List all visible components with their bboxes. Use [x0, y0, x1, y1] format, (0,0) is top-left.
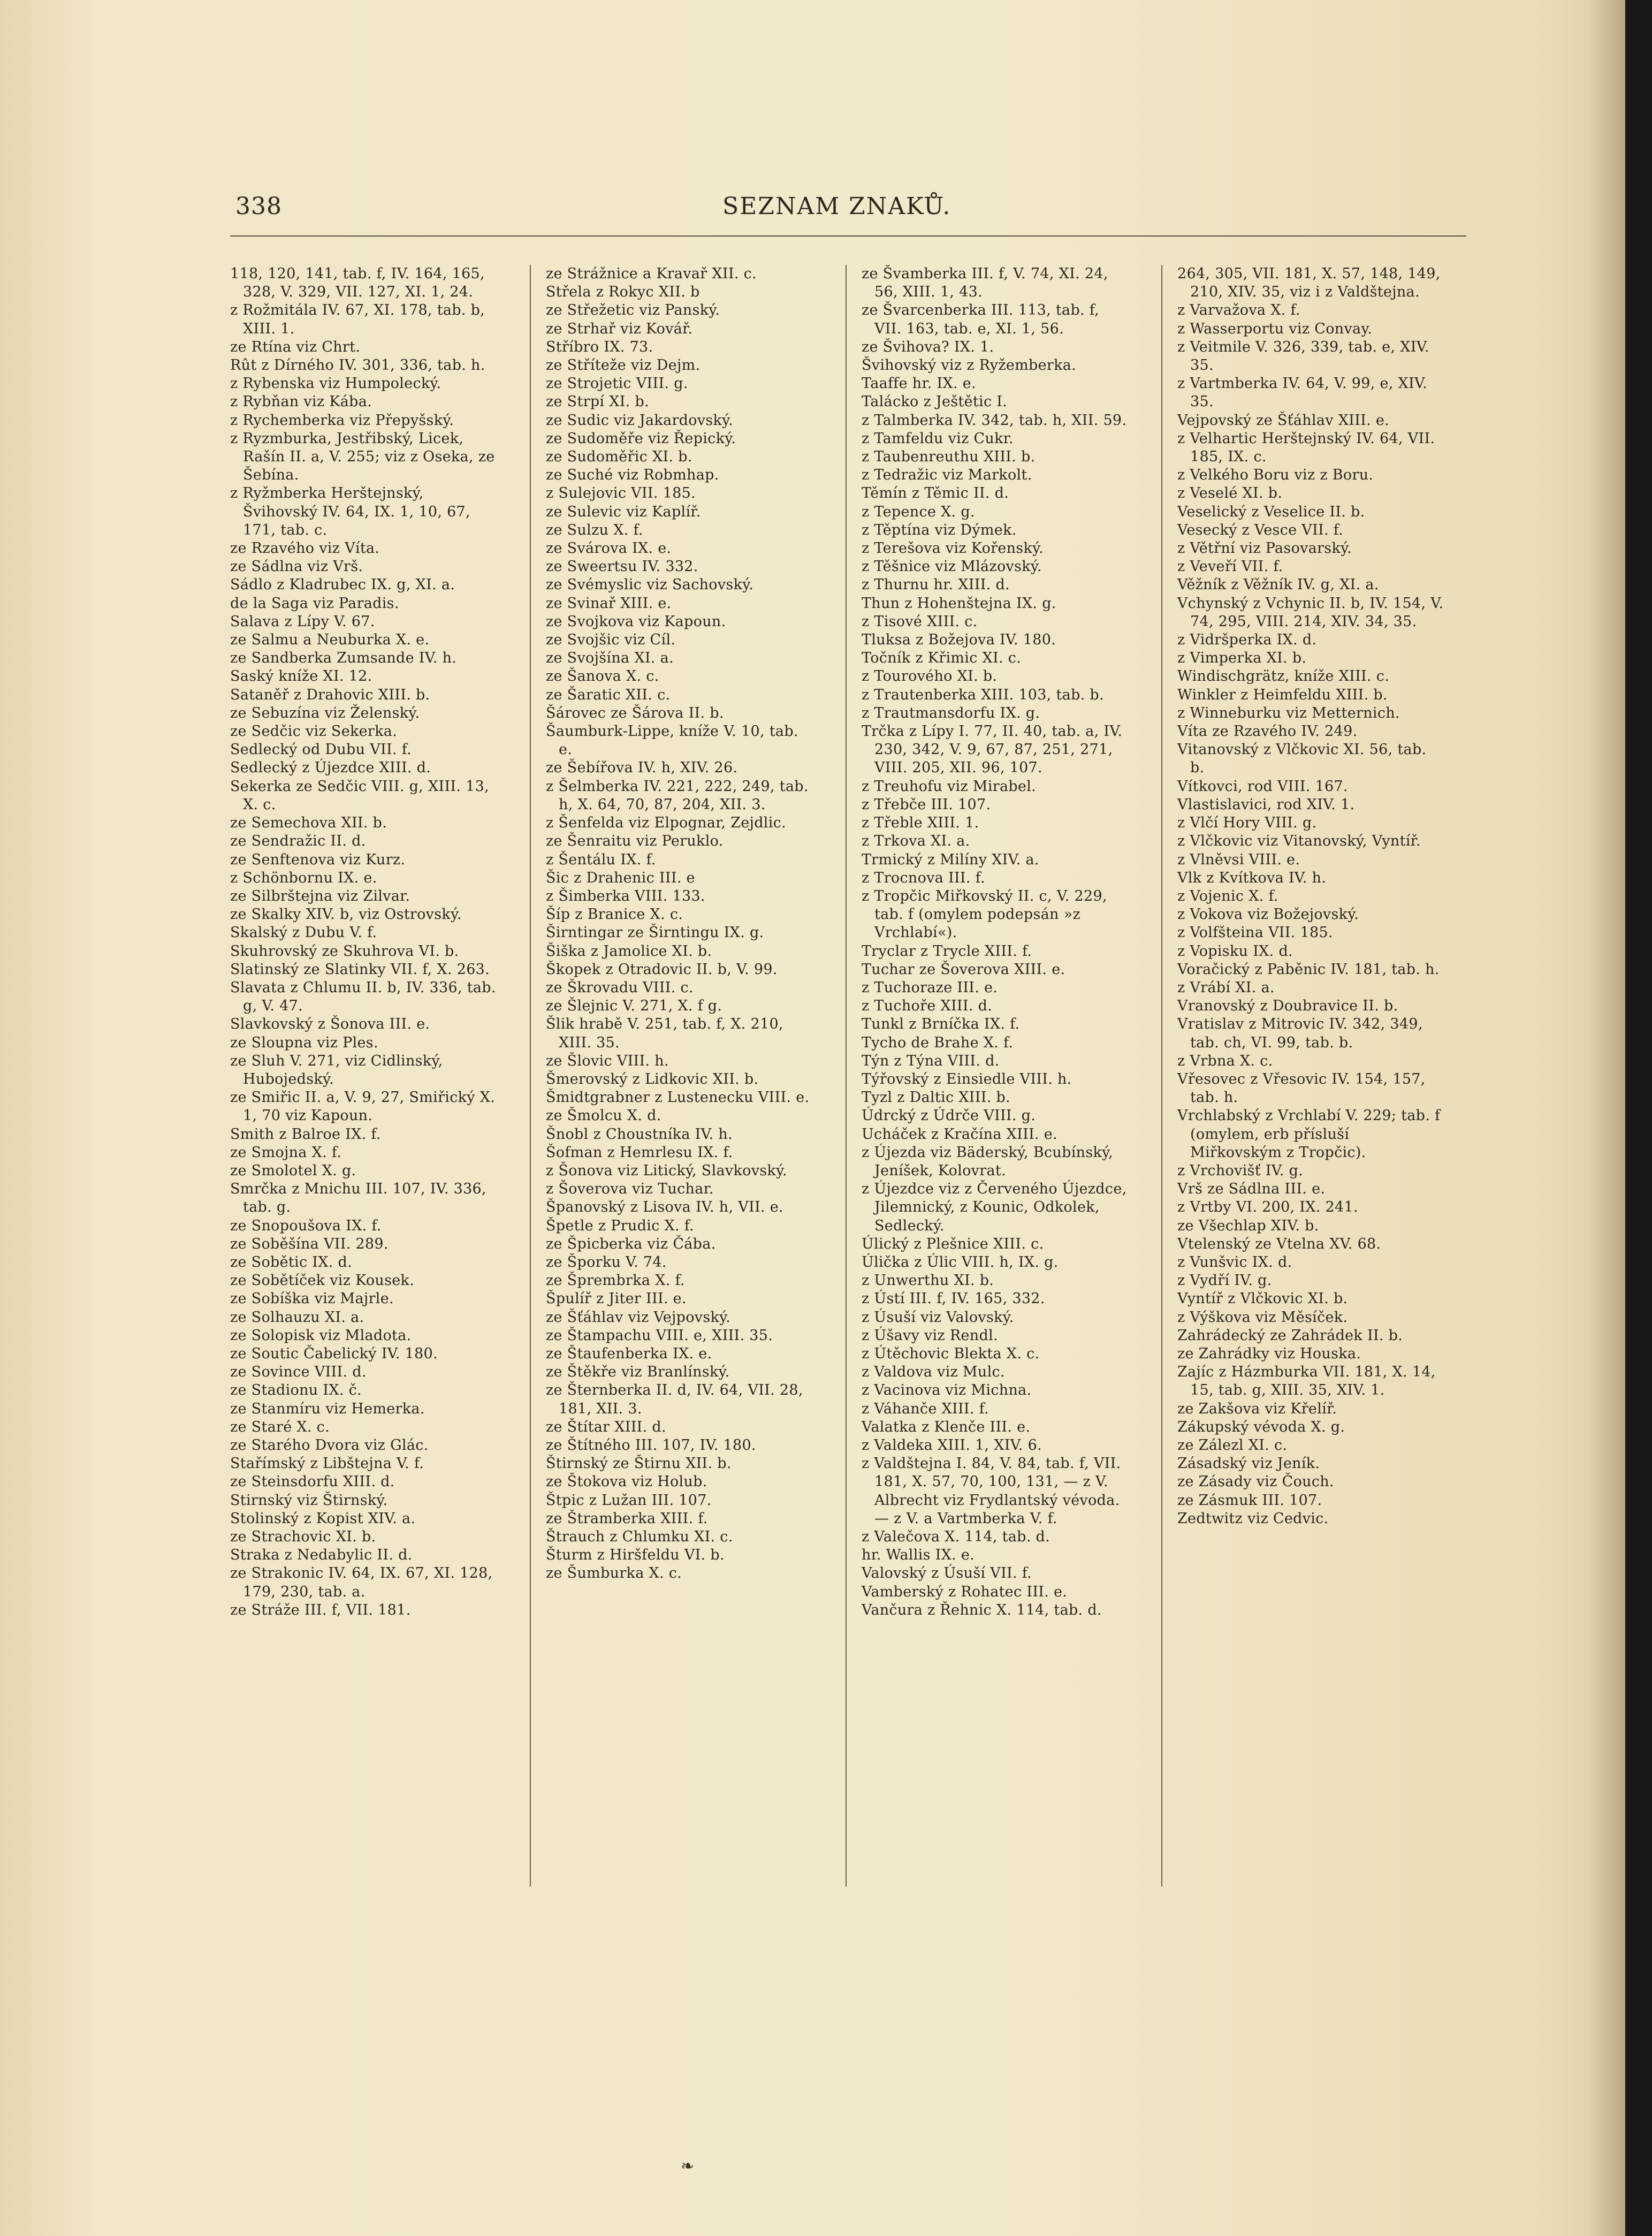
index-entry: Tluksa z Božejova IV. 180.	[862, 632, 1056, 649]
index-entry: ze Sobětíček viz Kousek.	[230, 1272, 415, 1289]
index-entry: ze Špicberka viz Čába.	[546, 1235, 716, 1252]
index-entry: ze Sweertsu IV. 332.	[546, 558, 698, 575]
index-entry: z Tedražic viz Markolt.	[862, 467, 1032, 484]
index-entry: ze Smiřic II. a, V. 9, 27, Smiřický X. 1, 70 viz Kapoun.	[230, 1089, 496, 1124]
index-entry: ze Zásady viz Čouch.	[1177, 1473, 1334, 1490]
index-entry: ze Solhauzu XI. a.	[230, 1309, 364, 1326]
index-entry: Slatinský ze Slatinky VII. f, X. 263.	[230, 961, 490, 978]
index-entry: z Vrbna X. c.	[1177, 1052, 1273, 1069]
index-entry: z Váhanče XIII. f.	[862, 1400, 989, 1417]
index-entry: z Úsuší viz Valovský.	[862, 1309, 1014, 1326]
index-entry: Vřesovec z Vřesovic IV. 154, 157, tab. h.	[1177, 1070, 1426, 1106]
index-entry: Zásadský viz Jeník.	[1177, 1455, 1320, 1472]
index-entry: z Varvažova X. f.	[1177, 302, 1300, 319]
index-entry: z Tuchoře XIII. d.	[862, 998, 993, 1015]
index-entry: Špulíř z Jiter III. e.	[546, 1290, 687, 1307]
index-entry: ze Šprembrka X. f.	[546, 1272, 685, 1289]
running-head-title: SEZNAM ZNAKŮ.	[722, 193, 951, 220]
footer-ornament: ❧	[681, 2157, 695, 2176]
index-entry: Zákupský vévoda X. g.	[1177, 1418, 1345, 1435]
index-entry: ze Sádlna viz Vrš.	[230, 558, 363, 575]
index-entry: Salava z Lípy V. 67.	[230, 613, 375, 630]
index-entry: z Výškova viz Měsíček.	[1177, 1309, 1348, 1326]
index-entry: Tycho de Brahe X. f.	[862, 1034, 1014, 1051]
index-entry: z Vimperka XI. b.	[1177, 650, 1307, 667]
index-entry: Víta ze Rzavého IV. 249.	[1177, 723, 1358, 740]
index-entry: ze Strpí XI. b.	[546, 393, 649, 410]
index-entry: Zahrádecký ze Zahrádek II. b.	[1177, 1327, 1403, 1344]
index-entry: ze Sendražic II. d.	[230, 833, 366, 850]
index-entry: z Vrábí XI. a.	[1177, 979, 1275, 996]
index-entry: ze Rtína viz Chrt.	[230, 338, 361, 355]
index-entry: ze Sulzu X. f.	[546, 521, 643, 538]
index-entry: ze Starého Dvora viz Glác.	[230, 1437, 429, 1454]
index-entry: ze Švarcenberka III. 113, tab. f, VII. 163, tab. e, XI. 1, 56.	[862, 302, 1100, 337]
index-entry: ze Stříteže viz Dejm.	[546, 357, 701, 374]
index-entry: ze Svémyslic viz Sachovský.	[546, 576, 754, 594]
index-entry: Veselický z Veselice II. b.	[1177, 503, 1365, 520]
index-entry: Vlastislavici, rod XIV. 1.	[1177, 796, 1355, 813]
index-entry: z Talmberka IV. 342, tab. h, XII. 59.	[862, 412, 1127, 429]
index-entry: Úlický z Plešnice XIII. c.	[862, 1235, 1044, 1252]
index-entry: Šaumburk-Lippe, kníže V. 10, tab. e.	[546, 723, 798, 758]
index-entry: z Rychemberka viz Přepyšský.	[230, 412, 454, 429]
index-entry: ze Zálezl XI. c.	[1177, 1437, 1288, 1454]
index-entry: ze Staré X. c.	[230, 1418, 330, 1435]
index-entry: Sedlecký z Újezdce XIII. d.	[230, 759, 431, 777]
index-entry: ze Soutic Čabelický IV. 180.	[230, 1345, 438, 1362]
index-entry: ze Svárova IX. e.	[546, 540, 672, 557]
index-entry: ze Zahrádky viz Houska.	[1177, 1345, 1361, 1362]
index-entry: ze Strachovic XI. b.	[230, 1528, 376, 1546]
index-entry: Šic z Drahenic III. e	[546, 869, 695, 886]
index-entry: ze Strhař viz Kovář.	[546, 320, 693, 337]
index-entry: ze Štramberka XIII. f.	[546, 1510, 708, 1527]
index-entry: z Ryzmburka, Jestřibský, Licek, Rašín II. a, V. 255; viz z Oseka, ze Šebína.	[230, 430, 495, 484]
index-entry: ze Šlejnic V. 271, X. f g.	[546, 998, 722, 1015]
index-entry: ze Suché viz Robmhap.	[546, 467, 719, 484]
index-entry: Štirnský ze Štirnu XII. b.	[546, 1455, 732, 1472]
index-entry: z Vojenic X. f.	[1177, 887, 1278, 904]
index-entry: Šíp z Branice X. c.	[546, 906, 683, 923]
index-entry: ze Sebuzína viz Želenský.	[230, 704, 420, 721]
index-entry: Šiška z Jamolice XI. b.	[546, 942, 712, 960]
index-entry: ze Šmolcu X. d.	[546, 1107, 661, 1124]
index-entry: z Tisové XIII. c.	[862, 613, 978, 630]
index-entry: z Větřní viz Pasovarský.	[1177, 540, 1352, 557]
index-entry: ze Salmu a Neuburka X. e.	[230, 632, 430, 649]
index-entry: Sataněř z Drahovic XIII. b.	[230, 686, 430, 703]
index-entry: z Volfšteina VII. 185.	[1177, 924, 1333, 941]
index-entry: Ucháček z Kračína XIII. e.	[862, 1125, 1057, 1143]
index-entry: Sedlecký od Dubu VII. f.	[230, 741, 412, 758]
index-entry: z Třeble XIII. 1.	[862, 815, 979, 832]
index-entry: z Útěchovic Blekta X. c.	[862, 1345, 1040, 1362]
index-entry: ze Šenraitu viz Peruklo.	[546, 833, 724, 850]
index-entry: z Terešova viz Kořenský.	[862, 540, 1044, 557]
index-entry: ze Stanmíru viz Hemerka.	[230, 1400, 425, 1417]
index-entry: z Šenfelda viz Elpognar, Zejdlic.	[546, 815, 786, 832]
index-entry: Vrš ze Sádlna III. e.	[1177, 1181, 1326, 1198]
index-entry: z Šoverova viz Tuchar.	[546, 1181, 714, 1198]
index-entry: Tuchar ze Šoverova XIII. e.	[862, 961, 1065, 978]
index-entry: Straka z Nedabylic II. d.	[230, 1547, 413, 1564]
index-entry: z Ústí III. f, IV. 165, 332.	[862, 1290, 1045, 1307]
index-entry: Stolinský z Kopist XIV. a.	[230, 1510, 416, 1527]
index-entry: Vesecký z Vesce VII. f.	[1177, 521, 1344, 538]
index-entry: Točník z Křimic XI. c.	[862, 650, 1022, 667]
index-entry: Šturm z Hiršfeldu VI. b.	[546, 1547, 725, 1564]
index-entry: Šlik hrabě V. 251, tab. f, X. 210, XIII. 35.	[546, 1016, 783, 1051]
index-entry: Štrauch z Chlumku XI. c.	[546, 1528, 733, 1546]
index-entry: Španovský z Lisova IV. h, VII. e.	[546, 1199, 783, 1216]
index-entry: z Ryžmberka Herštejnský, Švihovský IV. 64, IX. 1, 10, 67, 171, tab. c.	[230, 485, 470, 538]
index-entry: ze Šumburka X. c.	[546, 1565, 682, 1582]
index-entry: ze Strážnice a Kravař XII. c.	[546, 265, 757, 282]
index-entry: ze Smojna X. f.	[230, 1144, 342, 1161]
index-entry: Týn z Týna VIII. d.	[862, 1052, 1000, 1069]
index-entry: z Vlčí Hory VIII. g.	[1177, 815, 1317, 832]
index-entry: z Wasserportu viz Convay.	[1177, 320, 1373, 337]
index-entry: ze Sudoměřic XI. b.	[546, 448, 692, 466]
index-entry: Trčka z Lípy I. 77, II. 40, tab. a, IV. 230, 342, V. 9, 67, 87, 251, 271, VIII. 205, XII. 96, 107.	[862, 723, 1123, 777]
index-entry: 118, 120, 141, tab. f, IV. 164, 165, 328, V. 329, VII. 127, XI. 1, 24.	[230, 265, 485, 301]
index-entry: Vamberský z Rohatec III. e.	[862, 1583, 1068, 1600]
index-entry: Vranovský z Doubravice II. b.	[1177, 998, 1398, 1015]
index-entry: hr. Wallis IX. e.	[862, 1547, 975, 1564]
index-entry: z Veitmile V. 326, 339, tab. e, XIV. 35.	[1177, 338, 1429, 374]
index-entry: ze Snopoušova IX. f.	[230, 1217, 382, 1234]
index-entry: ze Štaufenberka IX. e.	[546, 1345, 712, 1362]
index-entry: Štpic z Lužan III. 107.	[546, 1492, 712, 1509]
index-entry: z Rybňan viz Kába.	[230, 393, 372, 410]
index-entry: Taaffe hr. IX. e.	[862, 375, 976, 392]
index-entry: Vitanovský z Vlčkovic XI. 56, tab. b.	[1177, 741, 1427, 777]
index-entry: Vítkovci, rod VIII. 167.	[1177, 778, 1348, 795]
index-entry: Tyzl z Daltic XIII. b.	[862, 1089, 1010, 1106]
index-entry: Talácko z Ještětic I.	[862, 393, 1008, 410]
index-entry: Smrčka z Mnichu III. 107, IV. 336, tab. g.	[230, 1181, 486, 1216]
index-entry: ze Svojšic viz Cíl.	[546, 632, 676, 649]
index-entry: ze Štítného III. 107, IV. 180.	[546, 1437, 756, 1454]
index-entry: ze Škrovadu VIII. c.	[546, 979, 694, 996]
index-entry: Střela z Rokyc XII. b	[546, 284, 700, 301]
index-entry: z Tourového XI. b.	[862, 668, 998, 685]
index-entry: z Valdova viz Mulc.	[862, 1364, 1005, 1381]
index-entry: Rût z Dírného IV. 301, 336, tab. h.	[230, 357, 485, 374]
index-entry: ze Semechova XII. b.	[230, 815, 387, 832]
index-entry: Vančura z Řehnic X. 114, tab. d.	[862, 1601, 1102, 1618]
index-entry: ze Štampachu VIII. e, XIII. 35.	[546, 1327, 773, 1344]
index-entry: z Těptína viz Dýmek.	[862, 521, 1017, 538]
index-entry: Vejpovský ze Šťáhlav XIII. e.	[1177, 412, 1390, 429]
index-entry: Smith z Balroe IX. f.	[230, 1125, 381, 1143]
index-entry: z Rybenska viz Humpolecký.	[230, 375, 441, 392]
index-entry: z Sulejovic VII. 185.	[546, 485, 696, 502]
index-entry: Šmidtgrabner z Lustenecku VIII. e.	[546, 1089, 810, 1106]
index-entry: ze Sulevic viz Kaplíř.	[546, 503, 701, 520]
index-entry: z Unwerthu XI. b.	[862, 1272, 994, 1289]
index-entry: ze Svinař XIII. e.	[546, 595, 672, 612]
index-entry: z Tuchoraze III. e.	[862, 979, 998, 996]
index-entry: ze Smolotel X. g.	[230, 1162, 356, 1179]
index-entry: ze Štítar XIII. d.	[546, 1418, 666, 1435]
index-entry: ze Šebířova IV. h, XIV. 26.	[546, 759, 738, 777]
index-entry: ze Sloupna viz Ples.	[230, 1034, 378, 1051]
binding-shadow	[1588, 0, 1625, 2236]
index-entry: Zedtwitz viz Cedvic.	[1177, 1510, 1329, 1527]
index-entry: Valovský z Úsuší VII. f.	[862, 1565, 1032, 1582]
index-entry: Saský kníže XI. 12.	[230, 668, 372, 685]
index-entry: Věžník z Věžník IV. g, XI. a.	[1177, 576, 1379, 594]
index-column-3	[862, 265, 1129, 1619]
index-entry: z Vlněvsi VIII. e.	[1177, 851, 1300, 868]
index-entry: z Valdštejna I. 84, V. 84, tab. f, VII. 181, X. 57, 70, 100, 131, — z V. Albrecht viz Frydlantský vévoda. — z V. a Vartmberka V. f.	[862, 1455, 1121, 1527]
index-entry: Vratislav z Mitrovic IV. 342, 349, tab. ch, VI. 99, tab. b.	[1177, 1016, 1423, 1051]
index-entry: ze Sedčic viz Sekerka.	[230, 723, 398, 740]
index-entry: z Winneburku viz Metternich.	[1177, 704, 1400, 721]
index-column-4	[1177, 265, 1445, 1528]
index-entry: z Třebče III. 107.	[862, 796, 991, 813]
index-entry: ze Švihova? IX. 1.	[862, 338, 994, 355]
index-entry: z Thurnu hr. XIII. d.	[862, 576, 1010, 594]
index-entry: ze Zakšova viz Křelíř.	[1177, 1400, 1337, 1417]
index-entry: de la Saga viz Paradis.	[230, 595, 399, 612]
index-entry: Šárovec ze Šárova II. b.	[546, 704, 724, 721]
index-entry: ze Všechlap XIV. b.	[1177, 1217, 1319, 1234]
index-entry: z Trkova XI. a.	[862, 833, 970, 850]
index-entry: z Újezdce viz z Červeného Újezdce, Jilemnický, z Kounic, Odkolek, Sedlecký.	[862, 1181, 1127, 1234]
index-entry: z Velhartic Herštejnský IV. 64, VII. 185, IX. c.	[1177, 430, 1435, 466]
index-entry: Skuhrovský ze Skuhrova VI. b.	[230, 942, 459, 960]
index-entry: Vtelenský ze Vtelna XV. 68.	[1177, 1235, 1381, 1252]
index-entry: Stařímský z Libštejna V. f.	[230, 1455, 424, 1472]
index-entry: Šmerovský z Lidkovic XII. b.	[546, 1070, 759, 1087]
index-entry: ze Svojšína XI. a.	[546, 650, 674, 667]
index-entry: Stirnský viz Štirnský.	[230, 1492, 388, 1509]
index-entry: z Vokova viz Božejovský.	[1177, 906, 1359, 923]
index-entry: z Šimberka VIII. 133.	[546, 887, 705, 904]
index-entry: ze Stadionu IX. č.	[230, 1382, 362, 1399]
index-entry: z Vopisku IX. d.	[1177, 942, 1293, 960]
index-entry: z Tropčic Miřkovský II. c, V. 229, tab. f (omylem podepsán »z Vrchlabí«).	[862, 887, 1107, 941]
index-entry: ze Steinsdorfu XIII. d.	[230, 1473, 395, 1490]
index-entry: Širntingar ze Širntingu IX. g.	[546, 924, 764, 941]
index-entry: ze Stráže III. f, VII. 181.	[230, 1601, 411, 1618]
index-entry: ze Soběšína VII. 289.	[230, 1235, 389, 1252]
index-entry: z Vunšvic IX. d.	[1177, 1253, 1292, 1271]
index-entry: Thun z Hohenštejna IX. g.	[862, 595, 1056, 612]
index-entry: ze Svojkova viz Kapoun.	[546, 613, 726, 630]
index-entry: z Valečova X. 114, tab. d.	[862, 1528, 1050, 1546]
index-entry: z Šentálu IX. f.	[546, 851, 656, 868]
index-entry: Winkler z Heimfeldu XIII. b.	[1177, 686, 1388, 703]
index-entry: ze Sluh V. 271, viz Cidlinský, Hubojedský.	[230, 1052, 443, 1087]
index-entry: Windischgrätz, kníže XIII. c.	[1177, 668, 1390, 685]
index-entry: z Tamfeldu viz Cukr.	[862, 430, 1014, 447]
index-entry: Tunkl z Brníčka IX. f.	[862, 1016, 1020, 1033]
index-entry: ze Strojetic VIII. g.	[546, 375, 688, 392]
index-entry: z Tepence X. g.	[862, 503, 975, 520]
column-divider	[530, 265, 531, 1887]
index-entry: ze Strakonic IV. 64, IX. 67, XI. 128, 179, 230, tab. a.	[230, 1565, 493, 1600]
index-entry: Šofman z Hemrlesu IX. f.	[546, 1144, 733, 1161]
index-entry: z Vlčkovic viz Vitanovský, Vyntíř.	[1177, 833, 1421, 850]
index-entry: ze Skalky XIV. b, viz Ostrovský.	[230, 906, 462, 923]
index-entry: ze Švamberka III. f, V. 74, XI. 24, 56, XIII. 1, 43.	[862, 265, 1108, 301]
index-entry: z Trautmansdorfu IX. g.	[862, 704, 1040, 721]
index-entry: Vchynský z Vchynic II. b, IV. 154, V. 74, 295, VIII. 214, XIV. 34, 35.	[1177, 595, 1444, 630]
column-divider	[1161, 265, 1162, 1887]
column-divider	[846, 265, 847, 1887]
index-entry: Týřovský z Einsiedle VIII. h.	[862, 1070, 1072, 1087]
index-entry: z Vydří IV. g.	[1177, 1272, 1272, 1289]
index-entry: Úlička z Úlic VIII. h, IX. g.	[862, 1253, 1059, 1271]
index-entry: Valatka z Klenče III. e.	[862, 1418, 1031, 1435]
header-rule	[230, 235, 1466, 237]
index-entry: Stříbro IX. 73.	[546, 338, 653, 355]
index-entry: Škopek z Otradovic II. b, V. 99.	[546, 961, 778, 978]
index-entry: 264, 305, VII. 181, X. 57, 148, 149, 210, XIV. 35, viz i z Valdštejna.	[1177, 265, 1441, 301]
index-entry: ze Štokova viz Holub.	[546, 1473, 707, 1490]
index-entry: ze Šporku V. 74.	[546, 1253, 667, 1271]
index-column-2	[546, 265, 813, 1583]
index-entry: z Schönbornu IX. e.	[230, 869, 377, 886]
index-entry: ze Sudic viz Jakardovský.	[546, 412, 734, 429]
index-entry: Slavata z Chlumu II. b, IV. 336, tab. g, V. 47.	[230, 979, 496, 1015]
index-entry: Sádlo z Kladrubec IX. g, XI. a.	[230, 576, 455, 594]
index-entry: Špetle z Prudic X. f.	[546, 1217, 694, 1234]
index-entry: ze Silbrštejna viz Zilvar.	[230, 887, 410, 904]
index-entry: ze Sobíška viz Majrle.	[230, 1290, 394, 1307]
index-entry: z Vrchovišť IV. g.	[1177, 1162, 1304, 1179]
index-entry: ze Šťáhlav viz Vejpovský.	[546, 1309, 731, 1326]
index-entry: Vyntíř z Vlčkovic XI. b.	[1177, 1290, 1348, 1307]
index-entry: Vlk z Kvítkova IV. h.	[1177, 869, 1327, 886]
index-column-1	[230, 265, 498, 1619]
index-entry: ze Rzavého viz Víta.	[230, 540, 380, 557]
index-entry: z Velkého Boru viz z Boru.	[1177, 467, 1374, 484]
index-entry: z Treuhofu viz Mirabel.	[862, 778, 1037, 795]
index-entry: ze Sudoměře viz Řepický.	[546, 430, 736, 447]
index-entry: z Vartmberka IV. 64, V. 99, e, XIV. 35.	[1177, 375, 1427, 410]
index-entry: ze Zásmuk III. 107.	[1177, 1492, 1322, 1509]
index-entry: ze Střežetic viz Panský.	[546, 302, 720, 319]
scan-edge	[1625, 0, 1652, 2236]
index-entry: ze Štěkře viz Branlínský.	[546, 1364, 730, 1381]
index-entry: ze Sovince VIII. d.	[230, 1364, 367, 1381]
index-entry: ze Solopisk viz Mladota.	[230, 1327, 412, 1344]
index-entry: z Úšavy viz Rendl.	[862, 1327, 998, 1344]
index-entry: Trmický z Milíny XIV. a.	[862, 851, 1039, 868]
index-entry: Vrchlabský z Vrchlabí V. 229; tab. f (omylem, erb přísluší Miřkovským z Tropčic).	[1177, 1107, 1441, 1161]
index-entry: z Trautenberka XIII. 103, tab. b.	[862, 686, 1104, 703]
index-entry: ze Šanova X. c.	[546, 668, 659, 685]
index-entry: z Valdeka XIII. 1, XIV. 6.	[862, 1437, 1042, 1454]
index-entry: Tryclar z Trycle XIII. f.	[862, 942, 1032, 960]
index-entry: Sekerka ze Sedčic VIII. g, XIII. 13, X. c.	[230, 778, 489, 813]
index-entry: Šnobl z Choustníka IV. h.	[546, 1125, 733, 1143]
index-entry: Skalský z Dubu V. f.	[230, 924, 377, 941]
index-entry: ze Sandberka Zumsande IV. h.	[230, 650, 457, 667]
page-number: 338	[235, 193, 282, 220]
index-entry: z Veveří VII. f.	[1177, 558, 1283, 575]
index-entry: z Vacinova viz Michna.	[862, 1382, 1032, 1399]
index-entry: z Vidršperka IX. d.	[1177, 632, 1317, 649]
index-entry: ze Šlovic VIII. h.	[546, 1052, 669, 1069]
index-entry: z Veselé XI. b.	[1177, 485, 1283, 502]
index-entry: Zajíc z Házmburka VII. 181, X. 14, 15, tab. g, XIII. 35, XIV. 1.	[1177, 1364, 1436, 1399]
index-entry: z Šelmberka IV. 221, 222, 249, tab. h, X. 64, 70, 87, 204, XII. 3.	[546, 778, 809, 813]
index-entry: Švihovský viz z Ryžemberka.	[862, 357, 1077, 374]
index-entry: Slavkovský z Šonova III. e.	[230, 1016, 430, 1033]
index-entry: ze Senftenova viz Kurz.	[230, 851, 406, 868]
index-entry: z Šonova viz Litický, Slavkovský.	[546, 1162, 787, 1179]
index-entry: z Taubenreuthu XIII. b.	[862, 448, 1036, 466]
index-entry: Voračický z Paběnic IV. 181, tab. h.	[1177, 961, 1440, 978]
index-entry: z Těšnice viz Mlázovský.	[862, 558, 1042, 575]
index-entry: z Újezda viz Bäderský, Bcubínský, Jeníšek, Kolovrat.	[862, 1144, 1113, 1179]
index-entry: ze Sobětic IX. d.	[230, 1253, 353, 1271]
index-entry: z Trocnova III. f.	[862, 869, 985, 886]
index-entry: ze Šternberka II. d, IV. 64, VII. 28, 181, XII. 3.	[546, 1382, 803, 1417]
index-entry: Údrcký z Údrče VIII. g.	[862, 1107, 1036, 1124]
index-entry: ze Šaratic XII. c.	[546, 686, 671, 703]
index-entry: z Vrtby VI. 200, IX. 241.	[1177, 1199, 1358, 1216]
index-entry: Těmín z Těmic II. d.	[862, 485, 1009, 502]
index-entry: z Rožmitála IV. 67, XI. 178, tab. b, XIII. 1.	[230, 302, 485, 337]
